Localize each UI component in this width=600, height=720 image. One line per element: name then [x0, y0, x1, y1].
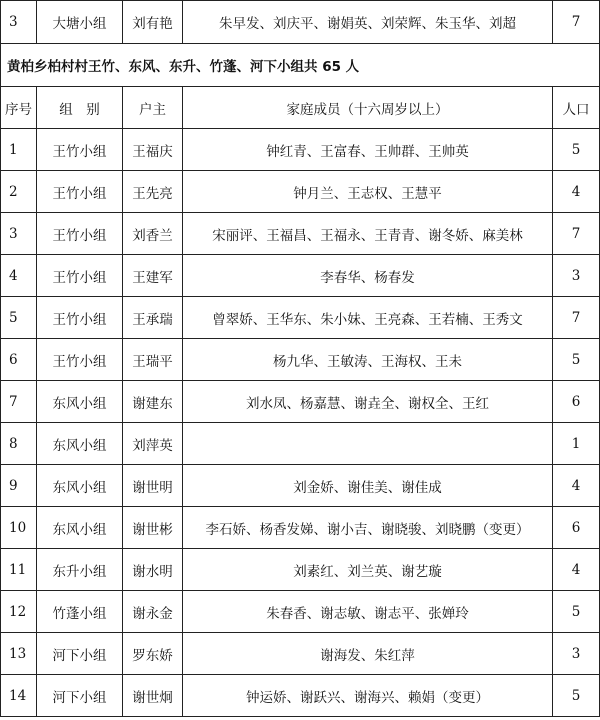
- group-cell: 东升小组: [37, 549, 123, 591]
- table-row: [1, 423, 600, 465]
- group-cell: 王竹小组: [37, 129, 123, 171]
- group-cell: 河下小组: [37, 675, 123, 717]
- population-cell: 3: [553, 255, 600, 297]
- family-members-cell: 曾翠娇、王华东、朱小妹、王亮森、王若楠、王秀文: [183, 297, 553, 339]
- family-members-cell: 刘素红、刘兰英、谢艺璇: [183, 549, 553, 591]
- household-head-cell: 谢建东: [123, 381, 183, 423]
- family-members-cell: 杨九华、王敏涛、王海权、王未: [183, 339, 553, 381]
- household-head-cell: 王建军: [123, 255, 183, 297]
- household-head-cell: 刘香兰: [123, 213, 183, 255]
- group-cell: 王竹小组: [37, 297, 123, 339]
- group-cell: 王竹小组: [37, 171, 123, 213]
- row-number: 7: [1, 381, 37, 423]
- table-row: [1, 213, 600, 255]
- population-cell: 5: [553, 675, 600, 717]
- row-number: 10: [1, 507, 37, 549]
- family-members-cell: 李春华、杨春发: [183, 255, 553, 297]
- population-cell: 7: [553, 213, 600, 255]
- group-cell: 东风小组: [37, 423, 123, 465]
- table-row: [1, 1, 600, 44]
- population-cell: 6: [553, 507, 600, 549]
- household-head-cell: 刘有艳: [123, 1, 183, 44]
- section-row: [1, 44, 600, 87]
- table-row: [1, 297, 600, 339]
- family-members-cell: 谢海发、朱红萍: [183, 633, 553, 675]
- table-row: [1, 633, 600, 675]
- row-number: 13: [1, 633, 37, 675]
- header-population: 人口: [553, 87, 600, 129]
- group-cell: 东风小组: [37, 381, 123, 423]
- group-cell: 王竹小组: [37, 255, 123, 297]
- row-number: 8: [1, 423, 37, 465]
- population-cell: 7: [553, 1, 600, 44]
- header-head: 户主: [123, 87, 183, 129]
- population-cell: 1: [553, 423, 600, 465]
- header-number: 序号: [1, 87, 37, 129]
- population-cell: 5: [553, 591, 600, 633]
- population-cell: 5: [553, 129, 600, 171]
- household-head-cell: 谢永金: [123, 591, 183, 633]
- household-head-cell: 谢水明: [123, 549, 183, 591]
- row-number: 5: [1, 297, 37, 339]
- group-cell: 王竹小组: [37, 339, 123, 381]
- household-head-cell: 刘萍英: [123, 423, 183, 465]
- table-row: [1, 549, 600, 591]
- table-row: [1, 171, 600, 213]
- table-row: [1, 255, 600, 297]
- group-cell: 东风小组: [37, 465, 123, 507]
- row-number: 12: [1, 591, 37, 633]
- household-head-cell: 谢世炯: [123, 675, 183, 717]
- row-number: 3: [1, 1, 37, 44]
- population-cell: 4: [553, 465, 600, 507]
- household-head-cell: 王瑞平: [123, 339, 183, 381]
- table-row: [1, 129, 600, 171]
- population-cell: 4: [553, 171, 600, 213]
- group-cell: 河下小组: [37, 633, 123, 675]
- header-members: 家庭成员（十六周岁以上）: [183, 87, 553, 129]
- family-members-cell: 宋丽评、王福昌、王福永、王青青、谢冬娇、麻美林: [183, 213, 553, 255]
- row-number: 2: [1, 171, 37, 213]
- group-cell: 东风小组: [37, 507, 123, 549]
- row-number: 11: [1, 549, 37, 591]
- header-row: [1, 87, 600, 129]
- family-members-cell: 钟运娇、谢跃兴、谢海兴、赖娟（变更）: [183, 675, 553, 717]
- household-head-cell: 谢世明: [123, 465, 183, 507]
- table-row: [1, 591, 600, 633]
- table-row: [1, 507, 600, 549]
- family-members-cell: 钟月兰、王志权、王慧平: [183, 171, 553, 213]
- group-cell: 竹蓬小组: [37, 591, 123, 633]
- table-row: [1, 381, 600, 423]
- family-members-cell: 李石娇、杨香发娣、谢小吉、谢晓骏、刘晓鹏（变更）: [183, 507, 553, 549]
- household-head-cell: 罗东娇: [123, 633, 183, 675]
- family-members-cell: 刘金娇、谢佳美、谢佳成: [183, 465, 553, 507]
- household-head-cell: 谢世彬: [123, 507, 183, 549]
- family-members-cell: 刘水凤、杨嘉慧、谢垚全、谢权全、王红: [183, 381, 553, 423]
- family-members-cell: 钟红青、王富春、王帅群、王帅英: [183, 129, 553, 171]
- row-number: 4: [1, 255, 37, 297]
- group-cell: 王竹小组: [37, 213, 123, 255]
- row-number: 1: [1, 129, 37, 171]
- population-cell: 5: [553, 339, 600, 381]
- family-members-cell: 朱春香、谢志敏、谢志平、张婵玲: [183, 591, 553, 633]
- row-number: 9: [1, 465, 37, 507]
- population-cell: 6: [553, 381, 600, 423]
- row-number: 6: [1, 339, 37, 381]
- household-head-cell: 王承瑞: [123, 297, 183, 339]
- population-cell: 3: [553, 633, 600, 675]
- row-number: 3: [1, 213, 37, 255]
- table-row: [1, 465, 600, 507]
- table-row: [1, 675, 600, 717]
- population-cell: 7: [553, 297, 600, 339]
- group-cell: 大塘小组: [37, 1, 123, 44]
- household-head-cell: 王先亮: [123, 171, 183, 213]
- header-group: 组 别: [37, 87, 123, 129]
- household-head-cell: 王福庆: [123, 129, 183, 171]
- family-members-cell: 朱早发、刘庆平、谢娟英、刘荣辉、朱玉华、刘超: [183, 1, 553, 44]
- family-members-cell: [183, 423, 553, 465]
- population-cell: 4: [553, 549, 600, 591]
- row-number: 14: [1, 675, 37, 717]
- table-row: [1, 339, 600, 381]
- section-title: 黄柏乡柏村村王竹、东风、东升、竹蓬、河下小组共 65 人: [1, 44, 600, 87]
